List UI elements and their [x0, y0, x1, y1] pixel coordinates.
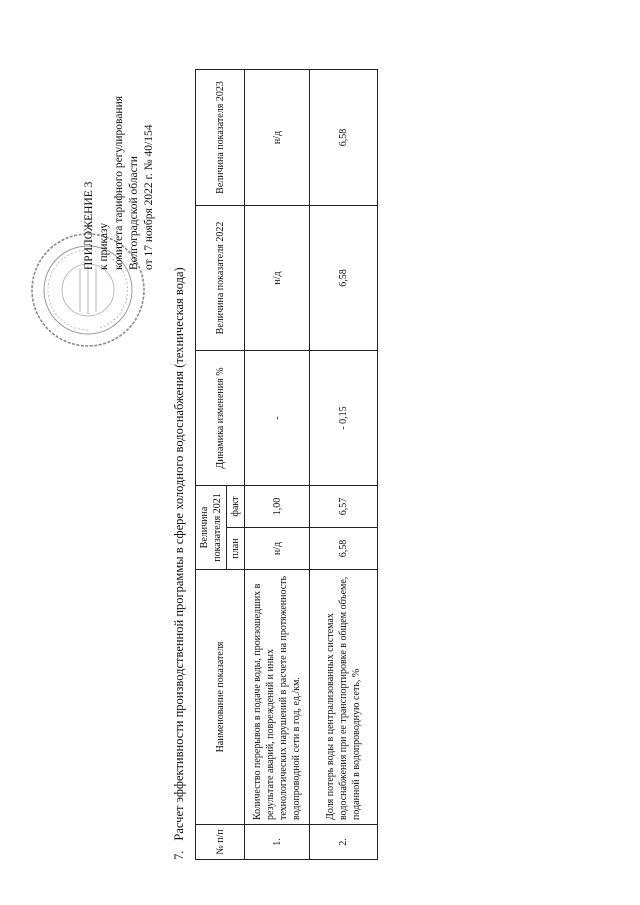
- order-line-3: Волгоградской области: [128, 156, 140, 270]
- row-fact-2021: 6,57: [310, 486, 378, 528]
- row-value-2022: н/д: [245, 206, 310, 351]
- caption-text: Расчет эффективности производственной программы в сфере холодного водоснабжения (техническая вода): [172, 267, 186, 841]
- row-value-2023: н/д: [245, 70, 310, 206]
- row-value-2023: 6,58: [310, 70, 378, 206]
- order-line-2: комитета тарифного регулирования: [113, 95, 125, 270]
- col-2023-header: Величина показателя 2023: [196, 70, 245, 206]
- table-caption: [172, 267, 187, 860]
- row-value-2022: 6,58: [310, 206, 378, 351]
- row-dynamics: -: [245, 351, 310, 486]
- header-row: [196, 70, 227, 860]
- appendix-label: ПРИЛОЖЕНИЕ 3: [83, 181, 95, 270]
- table-row: [310, 70, 378, 860]
- col-plan-header: план: [227, 528, 245, 570]
- row-num: 1.: [245, 825, 310, 860]
- order-line-1: к приказу: [98, 222, 110, 270]
- row-num: 2.: [310, 825, 378, 860]
- row-fact-2021: 1,00: [245, 486, 310, 528]
- document-header: [82, 10, 157, 270]
- row-plan-2021: 6,58: [310, 528, 378, 570]
- col-num-header: № п/п: [196, 825, 245, 860]
- order-line-4: от 17 ноября 2022 г. № 40/154: [143, 124, 155, 270]
- caption-number: 7.: [172, 850, 186, 860]
- col-name-header: Наименование показателя: [196, 570, 245, 825]
- col-fact-header: факт: [227, 486, 245, 528]
- indicators-table: [195, 69, 378, 860]
- row-indicator-name: Доля потерь воды в централизованных системах водоснабжения при ее транспортировке в общем объеме, поданной в водопроводную сеть, %: [310, 570, 378, 825]
- col-dynamics-header: Динамика изменения %: [196, 351, 245, 486]
- row-dynamics: - 0,15: [310, 351, 378, 486]
- row-plan-2021: н/д: [245, 528, 310, 570]
- row-indicator-name: Количество перерывов в подаче воды, произошедших в результате аварий, повреждений и иных технологических нарушений в расчете на протяженность водопроводной сети в год, ед./км.: [245, 570, 310, 825]
- col-2021-header: Величина показателя 2021: [196, 486, 227, 570]
- table-row: [245, 70, 310, 860]
- col-2022-header: Величина показателя 2022: [196, 206, 245, 351]
